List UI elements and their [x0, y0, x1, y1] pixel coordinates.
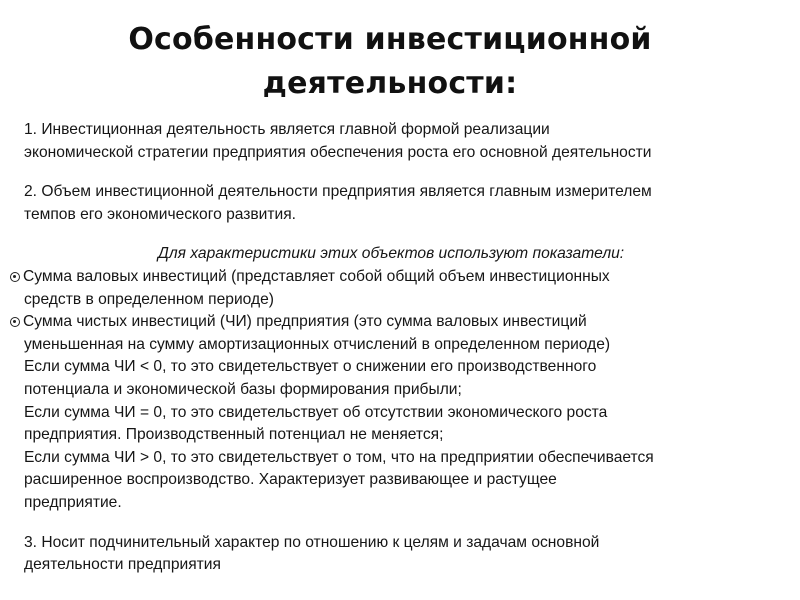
bullet-1-line-2: средств в определенном периоде) — [24, 290, 274, 308]
slide-title — [0, 18, 780, 106]
bullet-1-line-1-row — [24, 266, 786, 289]
case-positive-line-3: предприятие. — [24, 493, 122, 511]
case-negative-line-2: потенциала и экономической базы формирования прибыли; — [24, 380, 462, 398]
bullet-2-line-2: уменьшенная на сумму амортизационных отчислений в определенном периоде) — [24, 335, 611, 353]
point-2-paragraph — [16, 181, 786, 226]
case-zero-line-2: предприятия. Производственный потенциал не меняется; — [24, 426, 444, 444]
point-2-line-1: 2. Объем инвестиционной деятельности предприятия является главным измерителем — [24, 183, 652, 201]
slide-body — [16, 119, 786, 577]
slide-title-line-1: Особенности инвестиционной — [128, 22, 652, 57]
case-zero-line-1: Если сумма ЧИ = 0, то это свидетельствует об отсутствии экономического роста — [24, 403, 608, 421]
point-2-line-2: темпов его экономического развития. — [24, 205, 297, 223]
indicators-heading: Для характеристики этих объектов используют показатели: — [157, 245, 625, 263]
point-1-line-2: экономической стратегии предприятия обеспечения роста его основной деятельности — [24, 143, 652, 161]
point-3-line-2: деятельности предприятия — [24, 556, 221, 574]
case-positive-paragraph — [16, 447, 786, 515]
point-3-paragraph — [16, 532, 786, 577]
point-1-paragraph — [16, 119, 786, 164]
slide-title-line-2: деятельности: — [262, 66, 518, 101]
case-positive-line-2: расширенное воспроизводство. Характеризует развивающее и растущее — [24, 471, 557, 489]
case-zero-paragraph — [16, 402, 786, 447]
bullet-1-line-1: Сумма валовых инвестиций (представляет собой общий объем инвестиционных — [23, 267, 610, 285]
point-1-line-1: 1. Инвестиционная деятельность является главной формой реализации — [24, 121, 550, 138]
bullet-2-line-1-row — [24, 311, 786, 334]
spacer — [16, 515, 786, 532]
bullet-gross-investment — [16, 266, 786, 311]
case-negative-paragraph — [16, 356, 786, 401]
target-bullet-icon — [10, 317, 20, 327]
case-negative-line-1: Если сумма ЧИ < 0, то это свидетельствует о снижении его производственного — [24, 358, 597, 376]
spacer — [16, 226, 786, 243]
point-3-line-1: 3. Носит подчинительный характер по отношению к целям и задачам основной — [24, 533, 600, 551]
spacer — [16, 164, 786, 181]
bullet-net-investment — [16, 311, 786, 356]
target-bullet-icon — [10, 272, 20, 282]
bullet-2-line-1: Сумма чистых инвестиций (ЧИ) предприятия (это сумма валовых инвестиций — [23, 313, 587, 331]
case-positive-line-1: Если сумма ЧИ > 0, то это свидетельствует о том, что на предприятии обеспечивается — [24, 448, 654, 466]
